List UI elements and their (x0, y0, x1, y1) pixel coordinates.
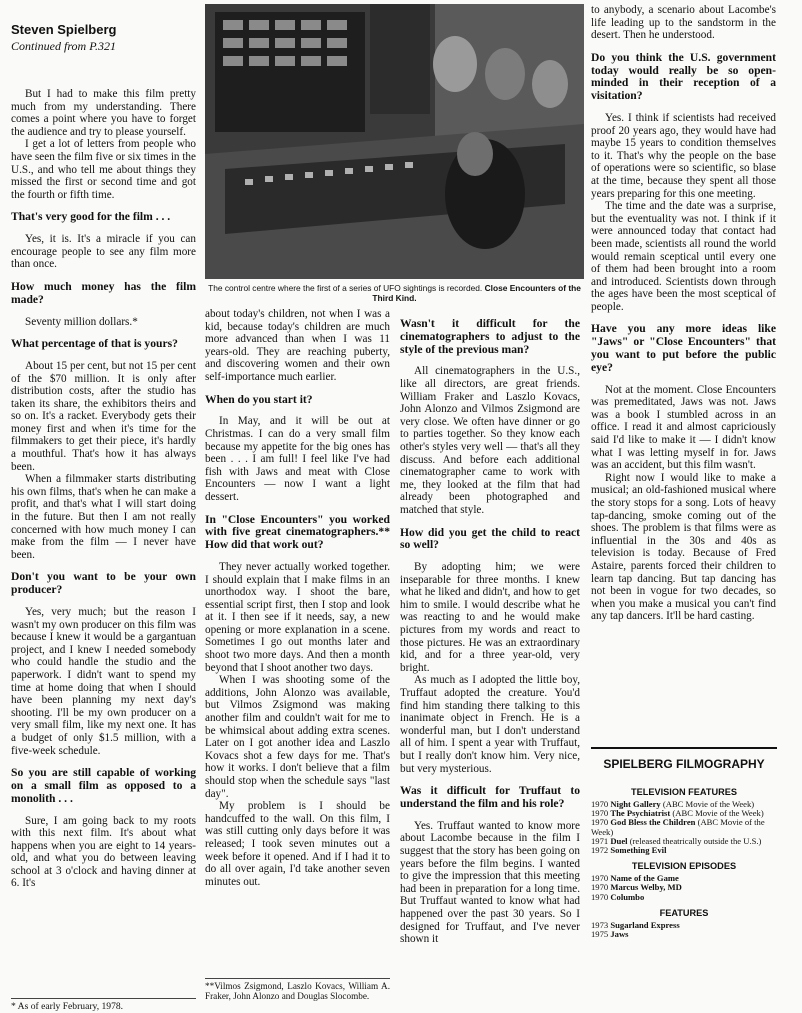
interview-paragraph: They never actually worked together. I should explain that I make films in an unorthodox way. I shoot the bare, essential script first, then I stop and look at it. I then see if it needs, say, a new opening or more explanation in a scene. Sometimes I go out months later and shoot two more days. And then a month beyond that I shoot another two days. (205, 560, 390, 674)
caption-film-title: Close Encounters of the Third Kind. (372, 283, 581, 304)
article-header (11, 22, 116, 54)
entry-year: 1972 (591, 845, 609, 856)
interview-paragraph: But I had to make this film pretty much from my understanding. There comes a point where you have to forget the audience and try to please yourself. (11, 88, 196, 138)
entry-title: Name of the Game (610, 873, 679, 884)
filmography-section-heading: TELEVISION EPISODES (631, 861, 737, 872)
interview-paragraph: to anybody, a scenario about Lacombe's life leading up to the sandstorm in the desert. Then he understood. (591, 4, 776, 42)
entry-year: 1970 (591, 873, 609, 884)
photo-illustration (205, 4, 584, 279)
footnote-revenue: * As of early February, 1978. (11, 998, 196, 1012)
interview-paragraph: When a filmmaker starts distributing his own films, that's when he can make a profit, and that's what I will start doing in the future. But then I am not really concerned with how much money I can make from the film — I never have been. (11, 473, 196, 561)
filmography-title: SPIELBERG FILMOGRAPHY (603, 757, 765, 771)
filmography-section-heading: TELEVISION FEATURES (630, 787, 737, 797)
entry-note: (ABC Movie of the Week) (672, 808, 764, 819)
entry-note: (ABC Movie of the Week) (591, 817, 765, 837)
entry-year: 1970 (591, 817, 609, 828)
photo-caption (205, 283, 584, 304)
interview-question: Don't you want to be your own producer? (11, 570, 196, 597)
entry-year: 1970 (591, 882, 609, 893)
interview-question: That's very good for the film . . . (11, 210, 171, 224)
entry-title: Sugarland Express (610, 919, 680, 930)
filmography-section-heading: FEATURES (659, 907, 709, 918)
interview-question: What percentage of that is yours? (11, 337, 178, 351)
interview-paragraph: As much as I adopted the little boy, Truffaut adopted the creature. You'd find him standing there talking to this inanimate object in French. He is a wonderful man, but I don't understand all of him. I spent a year with Truffaut, but I really don't know him. Very nice, but very mysterious. (400, 674, 580, 775)
interview-paragraph: All cinematographers in the U.S., like all directors, are great friends. William Fraker and Laszlo Kovacs, John Alonzo and Vilmos Zsigmond are very close. We often have dinner or go to parties together. So they know each other's styles very well — that's all they discuss. And before each additional cinematographer came to work with me, they looked at the film that had already been photographed and matched that style. (400, 365, 580, 516)
interview-paragraph: When I was shooting some of the additions, John Alonzo was available, but Vilmos Zsigmond was making another film and couldn't wait for me to be whimsical about adding extra scenes. Later on I got another idea and Laszlo Kovacs shot a few days for me. That's how it works. I don't believe that a film should stop when the schedule says "last day". (205, 674, 390, 800)
entry-year: 1975 (591, 929, 609, 940)
interview-paragraph: Seventy million dollars.* (25, 315, 138, 328)
interview-paragraph: about today's children, not when I was a kid, because today's children are much more advanced than when I was 11 years-old. They are reaching puberty, and discovering women and their own self-importance much earlier. (205, 308, 390, 383)
entry-year: 1973 (591, 919, 609, 930)
interview-question: Have you any more ideas like "Jaws" or "Close Encounters" that you want to put before the public eye? (591, 322, 776, 374)
interview-paragraph: In May, and it will be out at Christmas. I can do a very small film because my appetite for the big ones has been . . . I am full! I feel like I've had fish with Jaws and meat with Close Encounters — now I want a light dessert. (205, 415, 390, 503)
entry-title: The Psychiatrist (610, 808, 671, 819)
interview-paragraph: Yes. Truffaut wanted to know more about Lacombe because in the film I suggest that the story has been going on years before the film begins. I wanted to give the impression that this meeting had been in preparation for a long time. But Truffaut wanted to know what had happened over the past 30 years. So I designed for Truffaut, and I've never shown it (400, 819, 580, 946)
interview-paragraph: By adopting him; we were inseparable for three months. I knew what he liked and didn't, and how to get him to smile. I would describe what he was reacting to and he would make pictures from my words and react to those pictures. He was an extraordinary kid, and for a three year-old, very bright. (400, 561, 580, 674)
interview-paragraph: Right now I would like to make a musical; an old-fashioned musical where the story stops for a song. Lots of heavy tap-dancing, smoke coming out of the shoes. The problem is that films were as influential in the 30s and 40s as television is today. Because of Fred Astaire, parents forced their children to learn tap dancing. But tap dancing has not been in vogue for two decades, so when you make a musical you can't find any tap dancers. It'll be hard casting. (591, 471, 776, 623)
filmography-entry (591, 818, 777, 836)
interview-paragraph: The time and the date was a surprise, but the eventuality was not. I think if it were announced today that contact had been made, scientists all round the world would remain sceptical until every one of them had been brought into a room and introduced. Scientists down through the ages have been the most sceptical of people. (591, 200, 776, 313)
filmography-entry (591, 893, 777, 902)
interview-question: When do you start it? (205, 392, 313, 406)
interview-question: Do you think the U.S. government today would really be so open-minded in their reception of a visitation? (591, 50, 776, 103)
interview-paragraph: I get a lot of letters from people who have seen the film five or six times in the U.S., and who tell me about things they missed the first or second time and got the fourth or fifth time. (11, 138, 196, 201)
entry-year: 1970 (591, 891, 609, 902)
column-1 (11, 88, 196, 890)
footnote-cinematographers: **Vilmos Zsigmond, Laszlo Kovacs, William A. Fraker, John Alonzo and Douglas Slocombe. (205, 978, 390, 1001)
column-2 (205, 308, 390, 888)
interview-question: How did you get the child to react so well? (400, 525, 580, 552)
interview-paragraph: Yes, it is. It's a miracle if you can encourage people to see any film more than once. (11, 233, 196, 271)
author-name: Steven Spielberg (11, 22, 117, 37)
entry-title: Something Evil (610, 845, 667, 856)
entry-year: 1970 (591, 808, 609, 819)
film-still-photo (205, 4, 584, 279)
interview-paragraph: My problem is I should be handcuffed to the wall. On this film, I was still cutting only days before it was released; I took seven minutes out a week before it opened. And if I had it to do all over again, I'd take another seven minutes out. (205, 800, 390, 888)
filmography-entry (591, 846, 777, 855)
entry-year: 1971 (591, 835, 609, 846)
entry-note: (released theatrically outside the U.S.) (629, 835, 762, 846)
interview-question: So you are still capable of working on a small film as opposed to a monolith . . . (11, 766, 196, 805)
entry-note: (ABC Movie of the Week) (662, 799, 755, 809)
caption-text: The control centre where the first of a series of UFO sightings is recorded. (208, 283, 483, 293)
interview-question: Wasn't it difficult for the cinematographers to adjust to the style of the previous man? (400, 317, 580, 356)
filmography-rule (591, 747, 777, 749)
interview-paragraph: About 15 per cent, but not 15 per cent of the $70 million. It is only after distribution costs, after the studio has taken its share, the exhibitors theirs and so on. It's a racket. Everybody gets their money first and when it's time for the filmmakers to get their piece, it's hardly a mouthful. That's how it has always been. (11, 359, 196, 473)
entry-title: Duel (610, 835, 628, 846)
interview-paragraph: Yes, very much; but the reason I wasn't my own producer on this film was because I knew it would be a gargantuan project, and I knew I needed somebody who could handle the studio and the paperwork. I didn't want to spend my time at home doing that when I should have been planning my next day's shooting. I'll be my own producer on a very small film, like my next one. It has a budget of only $1.5 million, with a five-week schedule. (11, 606, 196, 757)
filmography-box (591, 747, 777, 939)
interview-question: In "Close Encounters" you worked with five great cinematographers.** How did that work out? (205, 512, 390, 552)
column-4 (591, 4, 776, 623)
filmography-entry (591, 930, 777, 939)
interview-question: Was it difficult for Truffaut to understand the film and his role? (400, 784, 580, 810)
entry-title: Night Gallery (610, 799, 661, 809)
interview-paragraph: Yes. I think if scientists had received proof 20 years ago, they would have had maybe 15 years to condition themselves to it. That's why the people on the base of operations were so scientific, so blase at the time, because they spent all those years preparing for this one meeting. (591, 111, 776, 200)
entry-title: Columbo (610, 891, 645, 902)
entry-title: Jaws (610, 929, 629, 940)
interview-question: How much money has the film made? (11, 279, 196, 306)
interview-paragraph: Sure, I am going back to my roots with this next film. It's about what happens when you are eight to 14 years-old, and what you do between leaving school at 3 o'clock and having dinner at 6. It's (11, 814, 196, 890)
interview-paragraph: Not at the moment. Close Encounters was premeditated, Jaws was not. Jaws was a book I stumbled across in an office. I read it and almost capriciously said I'd like to make it — I didn't know what I was letting myself in for. Jaws was an accident, but this film wasn't. (591, 383, 776, 472)
entry-year: 1970 (591, 799, 609, 809)
continued-note: Continued from P.321 (11, 39, 117, 53)
entry-title: Marcus Welby, MD (610, 882, 682, 893)
entry-title: God Bless the Children (610, 817, 696, 828)
column-3 (400, 308, 580, 946)
